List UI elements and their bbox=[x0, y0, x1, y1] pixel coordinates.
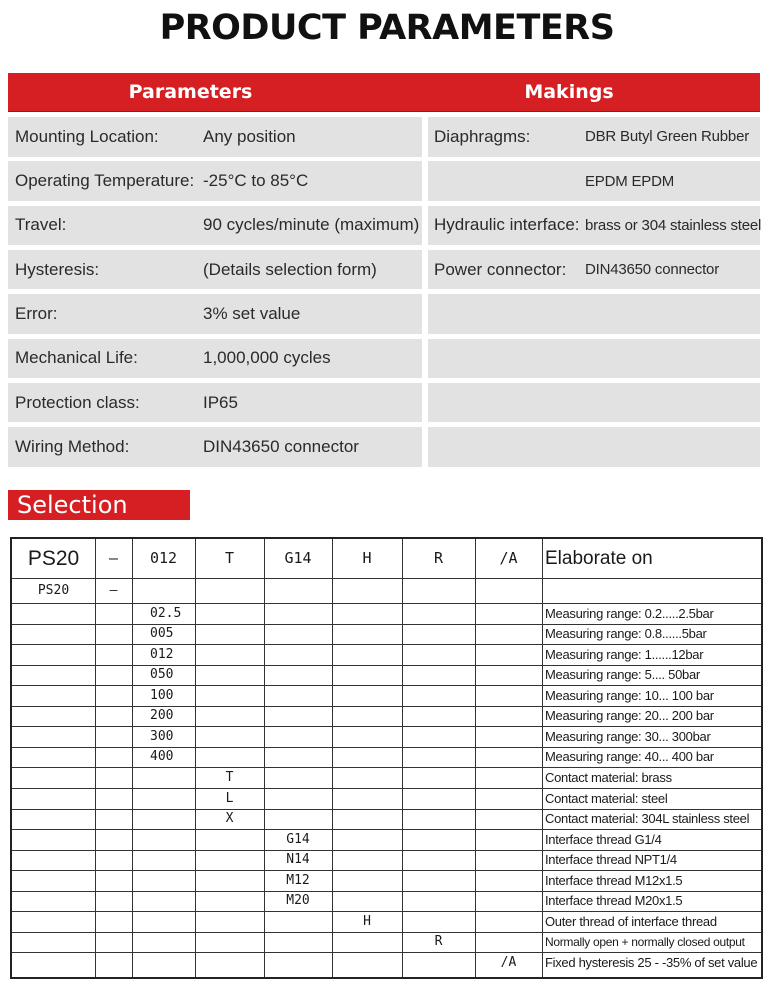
makings-value: DIN43650 connector bbox=[585, 261, 719, 279]
option-code-cell: — bbox=[109, 583, 118, 598]
parameter-row bbox=[8, 161, 422, 201]
range-code-cell: 400 bbox=[150, 749, 174, 764]
parameter-value: 3% set value bbox=[203, 303, 301, 323]
parameter-row bbox=[8, 117, 422, 157]
parameter-value: IP65 bbox=[203, 392, 238, 412]
makings-label: Hydraulic interface: bbox=[434, 215, 580, 235]
option-code-cell: M12 bbox=[286, 873, 310, 888]
code-segment-header: — bbox=[108, 549, 119, 567]
parameter-label: Mounting Location: bbox=[15, 126, 159, 146]
makings-row bbox=[428, 294, 760, 334]
makings-row bbox=[428, 117, 760, 157]
range-code-cell: 02.5 bbox=[150, 606, 182, 621]
option-code-cell: H bbox=[363, 914, 371, 929]
option-description: Measuring range: 0.2.....2.5bar bbox=[545, 606, 714, 621]
option-description: Measuring range: 5.... 50bar bbox=[545, 667, 700, 682]
option-code-cell: G14 bbox=[286, 832, 310, 847]
makings-row bbox=[428, 427, 760, 467]
option-description: Normally open + normally closed output bbox=[545, 935, 745, 949]
makings-value: DBR Butyl Green Rubber bbox=[585, 128, 750, 146]
elaborate-on-header: Elaborate on bbox=[545, 548, 653, 569]
parameter-row bbox=[8, 294, 422, 334]
parameter-row bbox=[8, 383, 422, 423]
parameter-row bbox=[8, 206, 422, 246]
makings-value: EPDM EPDM bbox=[585, 172, 675, 190]
model-code-cell: PS20 bbox=[37, 583, 70, 598]
parameter-value: (Details selection form) bbox=[203, 259, 377, 279]
option-code-cell: N14 bbox=[286, 852, 310, 867]
makings-row bbox=[428, 339, 760, 379]
code-segment-header: T bbox=[224, 549, 235, 567]
table-column-divider bbox=[95, 539, 96, 977]
range-code-cell: 100 bbox=[150, 688, 174, 703]
parameter-label: Error: bbox=[15, 303, 58, 323]
makings-row bbox=[428, 250, 760, 290]
makings-label: Diaphragms: bbox=[434, 126, 531, 146]
parameter-value: -25°C to 85°C bbox=[203, 171, 309, 191]
makings-value: brass or 304 stainless steel bbox=[585, 216, 762, 234]
option-description: Measuring range: 20... 200 bar bbox=[545, 708, 714, 723]
range-code-cell: 200 bbox=[150, 708, 174, 723]
parameter-label: Travel: bbox=[15, 215, 67, 235]
table-column-divider bbox=[542, 539, 543, 977]
table-column-divider bbox=[132, 539, 133, 977]
selection-table bbox=[10, 537, 763, 979]
option-description: Interface thread NPT1/4 bbox=[545, 852, 677, 867]
parameters-heading: Parameters bbox=[128, 81, 253, 103]
range-code-cell: 300 bbox=[150, 729, 174, 744]
code-segment-header: R bbox=[433, 549, 444, 567]
option-description: Measuring range: 0.8......5bar bbox=[545, 626, 707, 641]
code-segment-header: 012 bbox=[149, 549, 178, 567]
parameters-header-bar bbox=[8, 73, 760, 112]
parameter-label: Wiring Method: bbox=[15, 436, 130, 456]
selection-table-title: Selection table bbox=[8, 490, 190, 520]
parameter-value: DIN43650 connector bbox=[203, 436, 359, 456]
option-description: Measuring range: 10... 100 bar bbox=[545, 688, 714, 703]
option-code-cell: T bbox=[225, 770, 234, 785]
parameter-label: Operating Temperature: bbox=[15, 171, 195, 191]
makings-row bbox=[428, 161, 760, 201]
parameter-label: Protection class: bbox=[15, 392, 140, 412]
table-column-divider bbox=[195, 539, 196, 977]
parameter-row bbox=[8, 427, 422, 467]
option-description: Fixed hysteresis 25 - -35% of set value bbox=[545, 955, 758, 970]
parameter-value: 1,000,000 cycles bbox=[203, 348, 331, 368]
table-column-divider bbox=[475, 539, 476, 977]
option-code-cell: R bbox=[434, 934, 443, 949]
option-description: Contact material: steel bbox=[545, 791, 668, 806]
option-description: Interface thread M20x1.5 bbox=[545, 893, 683, 908]
option-description: Measuring range: 40... 400 bar bbox=[545, 749, 714, 764]
option-code-cell: X bbox=[225, 811, 234, 826]
option-description: Measuring range: 1......12bar bbox=[545, 647, 704, 662]
range-code-cell: 005 bbox=[150, 626, 174, 641]
option-description: Measuring range: 30... 300bar bbox=[545, 729, 711, 744]
parameter-value: 90 cycles/minute (maximum) bbox=[203, 215, 420, 235]
range-code-cell: 012 bbox=[150, 647, 174, 662]
table-column-divider bbox=[264, 539, 265, 977]
option-description: Contact material: 304L stainless steel bbox=[545, 811, 750, 826]
table-column-divider bbox=[402, 539, 403, 977]
parameters-panel bbox=[8, 73, 760, 473]
option-description: Contact material: brass bbox=[545, 770, 672, 785]
option-code-cell: /A bbox=[500, 955, 517, 970]
code-segment-header: H bbox=[362, 549, 372, 567]
code-segment-header: /A bbox=[499, 549, 518, 567]
makings-row bbox=[428, 206, 760, 246]
parameter-label: Mechanical Life: bbox=[15, 348, 138, 368]
option-description: Outer thread of interface thread bbox=[545, 914, 717, 929]
parameter-row bbox=[8, 339, 422, 379]
option-code-cell: L bbox=[225, 791, 234, 806]
option-code-cell: M20 bbox=[286, 893, 310, 908]
code-segment-header: G14 bbox=[284, 549, 312, 567]
makings-label: Power connector: bbox=[434, 259, 567, 279]
option-description: Interface thread G1/4 bbox=[545, 832, 662, 847]
page-title: PRODUCT PARAMETERS bbox=[159, 8, 615, 48]
model-code-header: PS20 bbox=[27, 547, 80, 570]
parameter-row bbox=[8, 250, 422, 290]
parameter-value: Any position bbox=[203, 126, 296, 146]
makings-heading: Makings bbox=[524, 81, 614, 103]
makings-row bbox=[428, 383, 760, 423]
option-description: Interface thread M12x1.5 bbox=[545, 873, 683, 888]
parameter-label: Hysteresis: bbox=[15, 259, 100, 279]
range-code-cell: 050 bbox=[150, 667, 174, 682]
